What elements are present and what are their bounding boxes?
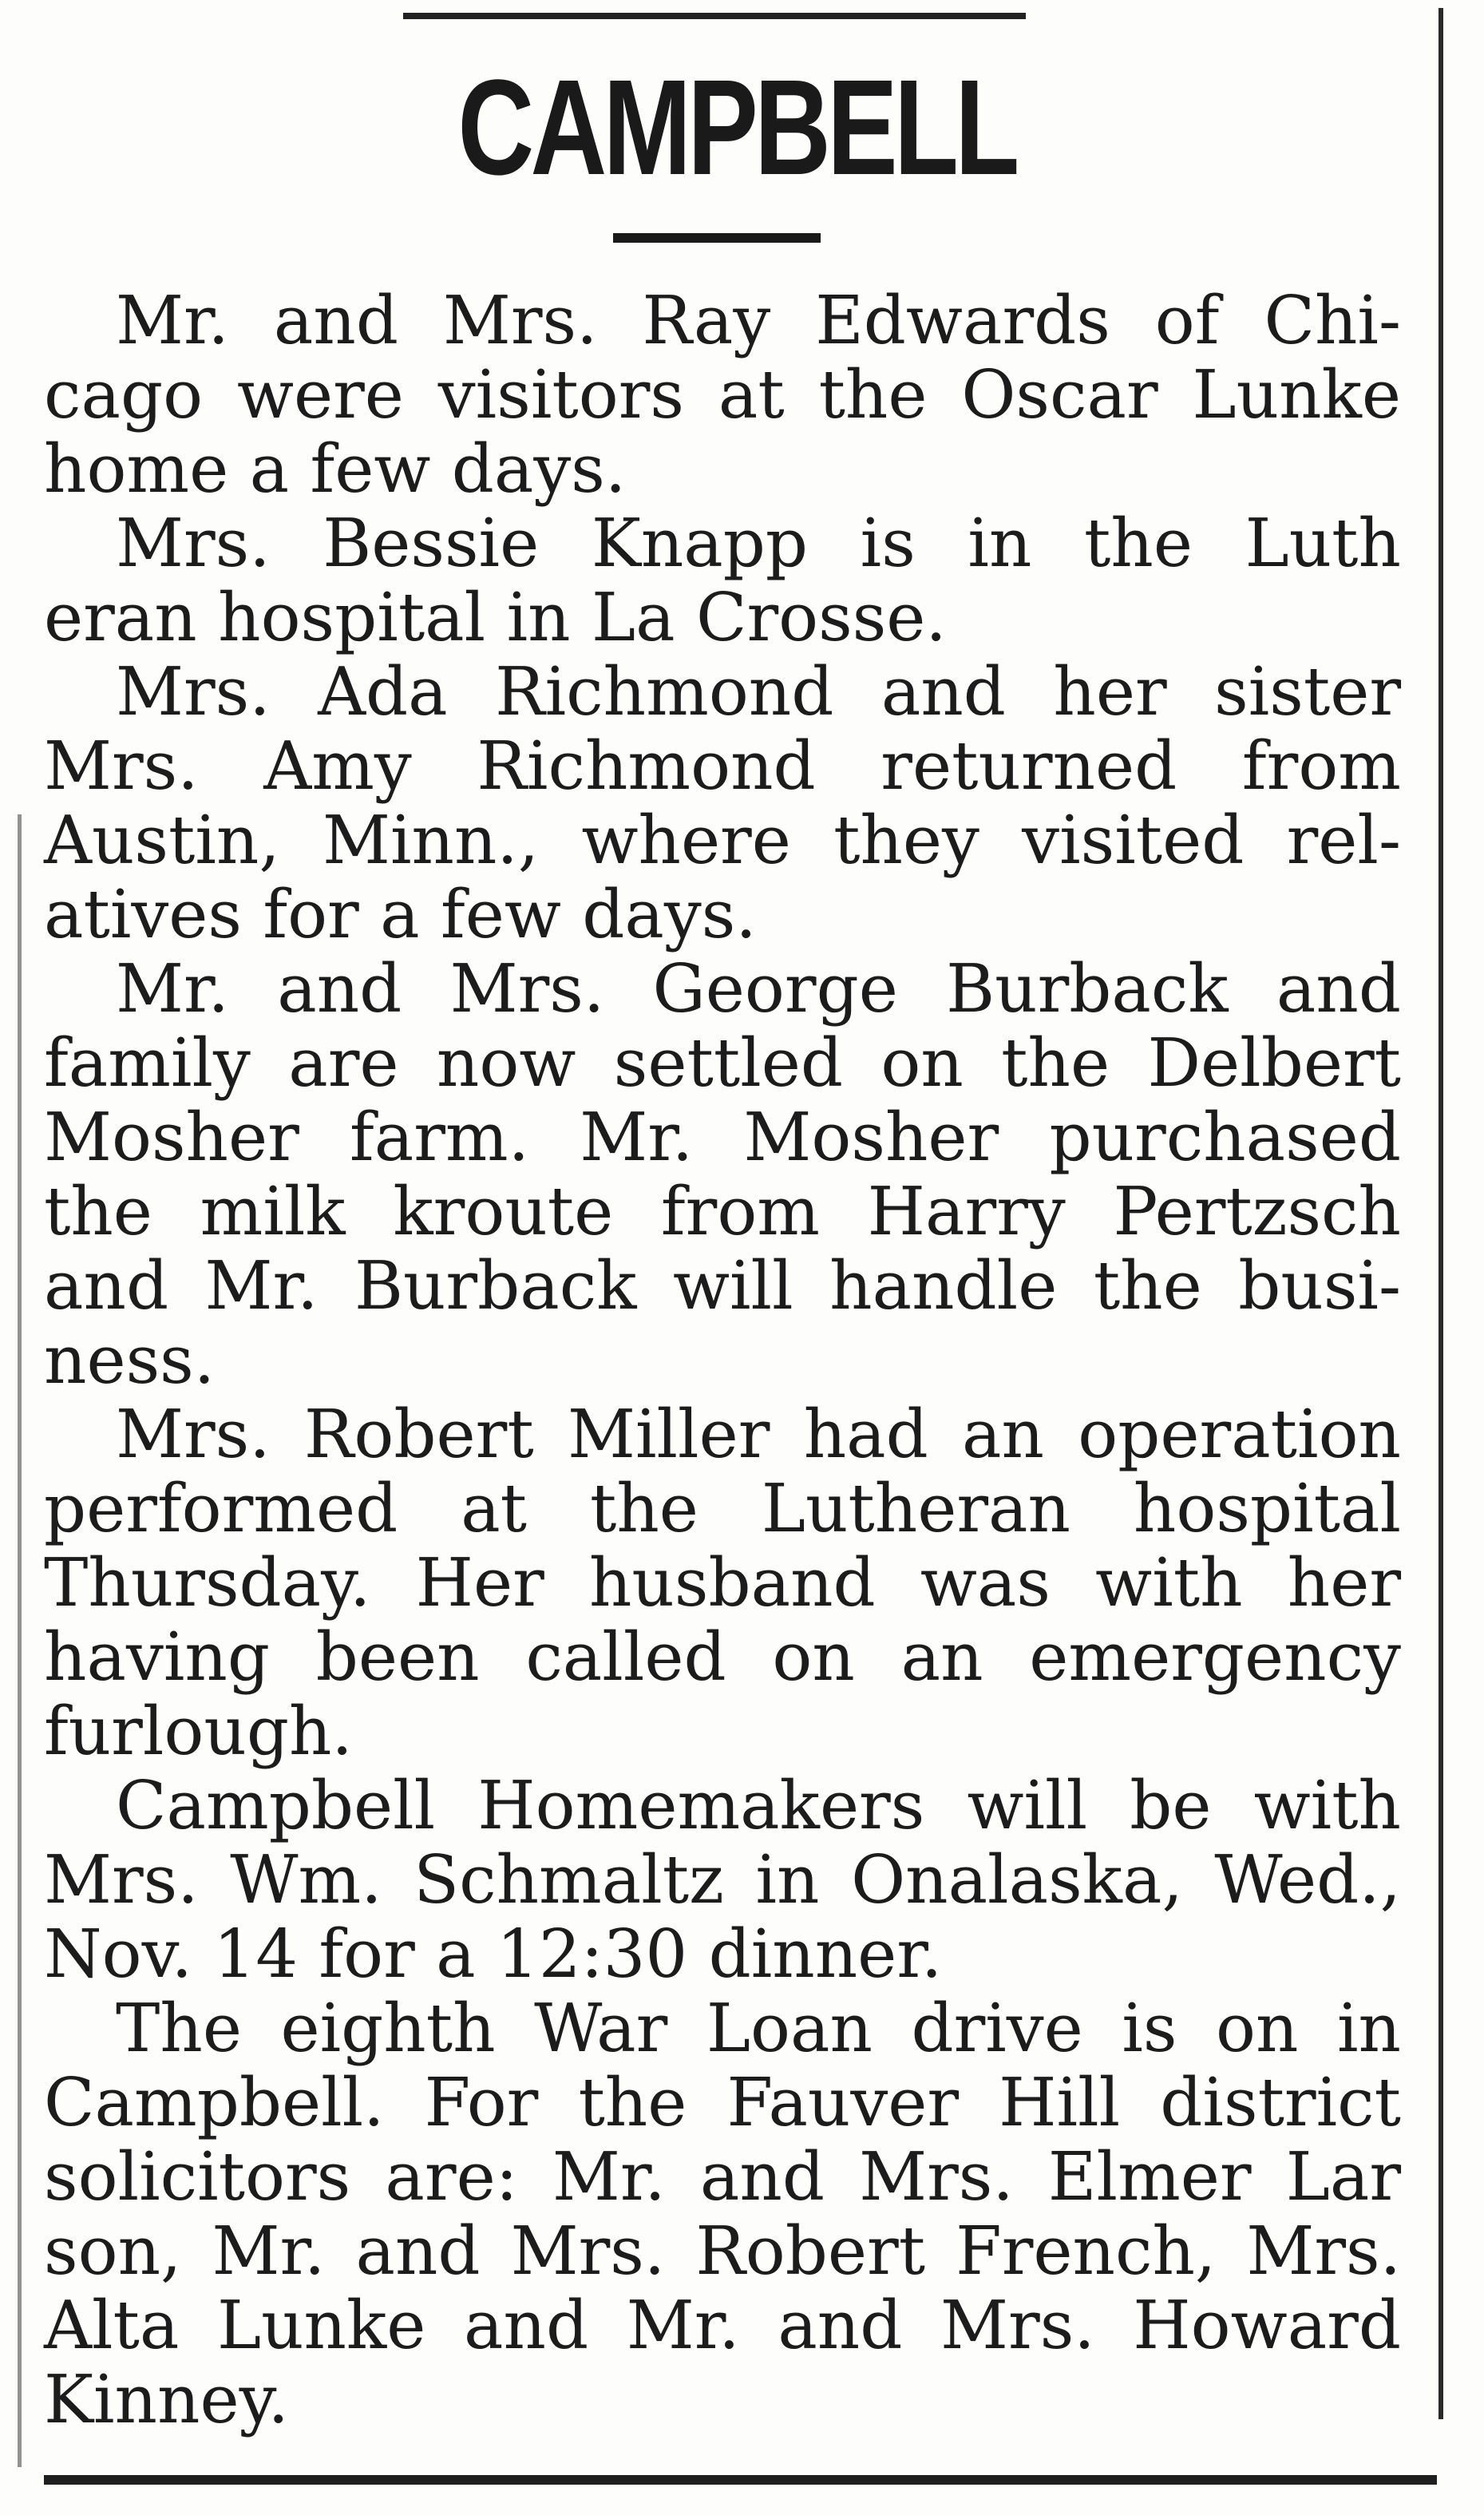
- article-line: and Mr. Burback will handle the busi-: [44, 1247, 1401, 1325]
- article-paragraph: [44, 952, 1401, 1397]
- article-line: Alta Lunke and Mr. and Mrs. Howard: [44, 2287, 1401, 2364]
- article-line: atives for a few days.: [44, 876, 757, 953]
- article-paragraph: [44, 1397, 1401, 1768]
- article-line: home a few days.: [44, 430, 627, 508]
- article-line: Mrs. Bessie Knapp is in the Luth: [116, 505, 1401, 582]
- article-line: Kinney.: [44, 2361, 289, 2438]
- article-paragraph: [44, 283, 1401, 506]
- article-line: Mr. and Mrs. George Burback and: [116, 950, 1401, 1028]
- article-line: Campbell Homemakers will be with: [116, 1767, 1401, 1844]
- article-paragraph: [44, 655, 1401, 952]
- article-line: family are now settled on the Delbert: [44, 1024, 1401, 1102]
- article-line: having been called on an emergency: [44, 1618, 1401, 1696]
- article-line: solicitors are: Mr. and Mrs. Elmer Lar: [44, 2138, 1401, 2216]
- article-line: Nov. 14 for a 12:30 dinner.: [44, 1915, 943, 1993]
- article-line: Mrs. Ada Richmond and her sister: [116, 653, 1401, 731]
- article-line: Mrs. Wm. Schmaltz in Onalaska, Wed.,: [44, 1841, 1401, 1919]
- article-line: performed at the Lutheran hospital: [44, 1470, 1401, 1547]
- bottom-rule: [44, 2475, 1437, 2485]
- article-line: eran hospital in La Crosse.: [44, 579, 947, 656]
- article-line: Mrs. Robert Miller had an operation: [116, 1396, 1401, 1473]
- article-line: Thursday. Her husband was with her: [44, 1544, 1401, 1622]
- article-line: Campbell. For the Fauver Hill district: [44, 2064, 1401, 2141]
- right-column-rule: [1438, 8, 1443, 2419]
- article-line: Austin, Minn., where they visited rel-: [44, 802, 1401, 879]
- article-line: son, Mr. and Mrs. Robert French, Mrs.: [44, 2212, 1401, 2290]
- article-body: [44, 283, 1401, 2437]
- article-line: Mrs. Amy Richmond returned from: [44, 727, 1401, 805]
- article-line: furlough.: [44, 1693, 353, 1770]
- article-line: The eighth War Loan drive is on in: [116, 1990, 1401, 2067]
- article-line: Mr. and Mrs. Ray Edwards of Chi-: [116, 282, 1401, 359]
- article-line: ness.: [44, 1321, 216, 1399]
- headline-dash: [613, 233, 821, 243]
- headline: CAMPBELL: [457, 52, 1016, 204]
- article-line: cago were visitors at the Oscar Lunke: [44, 356, 1401, 434]
- article-paragraph: [44, 1991, 1401, 2437]
- left-column-rule: [18, 814, 22, 2467]
- article-paragraph: [44, 506, 1401, 655]
- article-line: Mosher farm. Mr. Mosher purchased: [44, 1099, 1401, 1176]
- top-rule: [403, 13, 1026, 19]
- article-line: the milk kroute from Harry Pertzsch: [44, 1173, 1401, 1250]
- article-paragraph: [44, 1768, 1401, 1991]
